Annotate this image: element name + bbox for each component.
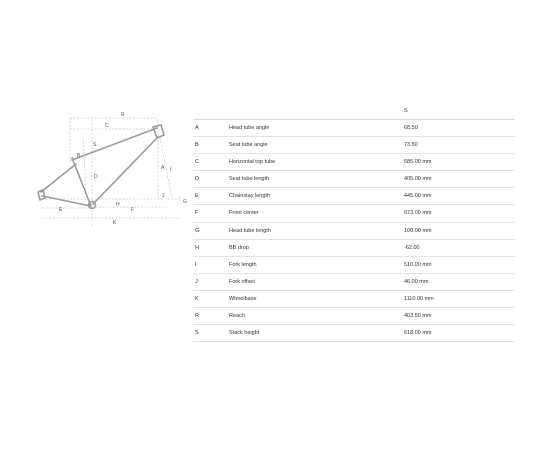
row-value: 405.00 mm <box>404 176 432 183</box>
row-label: Stack height <box>229 330 260 337</box>
label-A: A <box>161 165 165 171</box>
table-row <box>193 137 515 154</box>
label-F: F <box>131 207 135 213</box>
row-letter: I <box>195 261 197 268</box>
row-value: 73.50 <box>404 142 418 149</box>
table-row <box>193 257 515 274</box>
table-row <box>193 120 515 137</box>
row-value: 618.00 mm <box>404 330 432 337</box>
table-row <box>193 188 515 205</box>
table-row <box>193 205 515 222</box>
row-letter: A <box>195 125 199 131</box>
row-value: 445.00 mm <box>404 193 432 200</box>
row-letter: R <box>195 313 199 320</box>
table-row <box>193 171 515 188</box>
label-D: D <box>94 174 98 180</box>
label-J: J <box>162 193 165 199</box>
row-label: Wheelbase <box>229 295 257 302</box>
row-letter: J <box>195 278 198 285</box>
size-column-header: S <box>404 108 408 114</box>
row-letter: F <box>195 210 199 217</box>
frame-geometry-diagram <box>30 108 195 230</box>
label-H: H <box>116 202 120 208</box>
label-C: C <box>105 123 109 129</box>
label-S: S <box>93 142 97 148</box>
row-value: 100.00 mm <box>404 227 432 234</box>
row-label: Seat tube angle <box>229 142 268 149</box>
row-letter: G <box>195 227 200 234</box>
row-letter: D <box>195 176 199 183</box>
row-label: Fork length <box>229 261 257 268</box>
table-row <box>193 240 515 257</box>
geometry-table <box>193 104 515 342</box>
table-row <box>193 223 515 240</box>
table-row <box>193 291 515 308</box>
label-B: B <box>77 153 81 159</box>
row-value: 585.00 mm <box>404 159 432 166</box>
row-label: Chainstay length <box>229 193 270 200</box>
label-R: R <box>121 112 125 118</box>
table-header <box>193 104 515 120</box>
label-K: K <box>113 220 117 226</box>
row-letter: S <box>195 330 199 337</box>
table-row <box>193 274 515 291</box>
row-value: 46.00 mm <box>404 278 429 285</box>
row-value: -62.00 <box>404 244 420 251</box>
row-label: Reach <box>229 313 245 320</box>
row-value: 403.50 mm <box>404 313 432 320</box>
row-label: BB drop <box>229 244 249 251</box>
row-letter: E <box>195 193 199 200</box>
row-letter: K <box>195 295 199 302</box>
row-letter: C <box>195 159 199 166</box>
label-G: G <box>183 199 187 205</box>
table-row <box>193 154 515 171</box>
row-label: Fork offset <box>229 278 255 285</box>
row-value: 673.00 mm <box>404 210 432 217</box>
row-value: 510.00 mm <box>404 261 432 268</box>
dimension-lines <box>42 118 180 226</box>
row-letter: B <box>195 142 199 149</box>
table-row <box>193 325 515 342</box>
row-letter: H <box>195 244 199 251</box>
row-value: 68.50 <box>404 125 418 131</box>
label-E: E <box>59 207 63 213</box>
table-row <box>193 308 515 325</box>
row-label: Head tube angle <box>229 125 270 131</box>
row-label: Front center <box>229 210 259 217</box>
row-label: Head tube length <box>229 227 271 234</box>
label-I: I <box>170 167 172 173</box>
row-value: 1110.00 mm <box>404 295 434 302</box>
row-label: Horizontal top tube <box>229 159 276 166</box>
row-label: Seat tube length <box>229 176 270 183</box>
bike-frame <box>38 125 164 209</box>
